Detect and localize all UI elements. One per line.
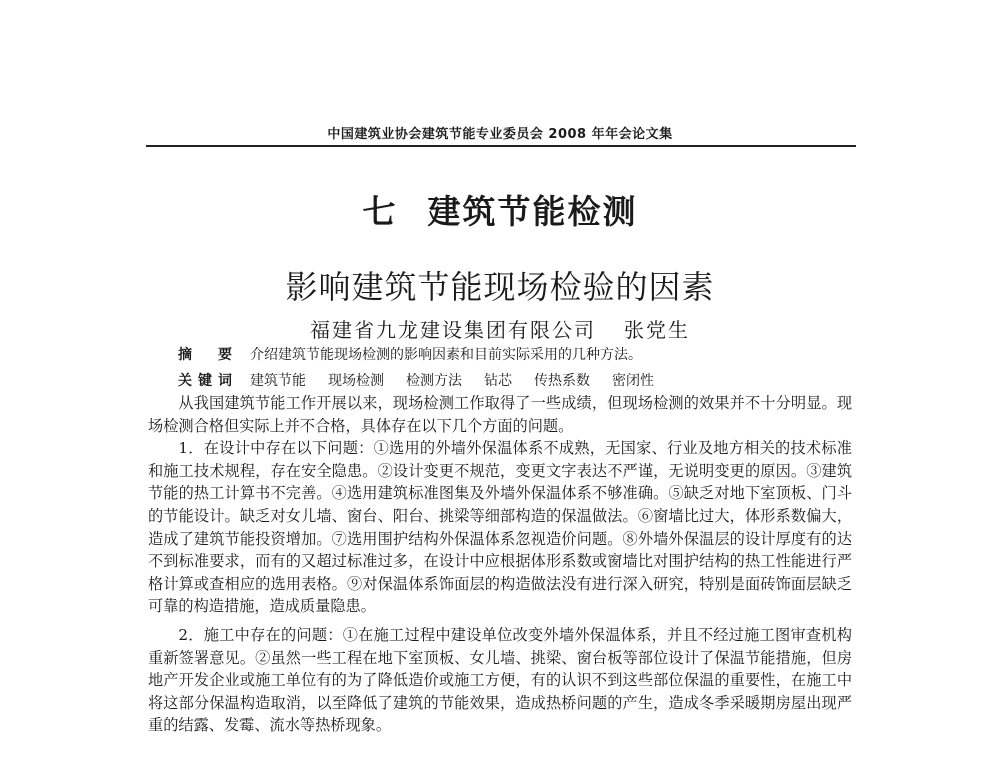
keyword: 钻芯	[484, 373, 512, 389]
keyword: 检测方法	[406, 373, 462, 389]
keyword: 建筑节能	[250, 373, 306, 389]
affiliation: 福建省九龙建设集团有限公司	[310, 318, 596, 342]
keywords-label: 关键词	[178, 373, 238, 389]
paragraph-construction-issues: 2．施工中存在的问题：①在施工过程中建设单位改变外墙外保温体系，并且不经过施工图审查机构重新签署意见。②虽然一些工程在地下室顶板、女儿墙、挑梁、窗台板等部位设计了保温节能措施，但房地产开发企业或施工单位有的为了降低造价或施工方便，有的认识不到这些部位保温的重要性，在施工中将这部分保温构造取消，以至降低了建筑的节能效果，造成热桥问题的产生，造成冬季采暖期房屋出现严重的结露、发霉、流水等热桥现象。	[148, 625, 852, 735]
running-header: 中国建筑业协会建筑节能专业委员会 2008 年年会论文集	[327, 127, 673, 142]
paragraph-intro: 从我国建筑节能工作开展以来，现场检测工作取得了一些成绩，但现场检测的效果并不十分明显。现场检测合格但实际上并不合格，具体存在以下几个方面的问题。	[148, 394, 852, 435]
header-rule	[146, 145, 856, 147]
byline	[150, 314, 850, 343]
abstract-text: 介绍建筑节能现场检测的影响因素和目前实际采用的几种方法。	[250, 347, 642, 363]
author: 张党生	[624, 318, 690, 342]
abstract-label: 摘 要	[178, 347, 238, 363]
section-title	[150, 186, 850, 233]
paragraph-design-issues: 1．在设计中存在以下问题：①选用的外墙外保温体系不成熟，无国家、行业及地方相关的技术标准和施工技术规程，存在安全隐患。②设计变更不规范，变更文字表达不严谨，无说明变更的原因。③建筑节能的热工计算书不完善。④选用建筑标准图集及外墙外保温体系不够准确。⑤缺乏对地下室顶板、门斗的节能设计。缺乏对女儿墙、窗台、阳台、挑梁等细部构造的保温做法。⑥窗墙比过大，体形系数偏大，造成了建筑节能投资增加。⑦选用围护结构外保温体系忽视造价问题。⑧外墙外保温层的设计厚度有的达不到标准要求，而有的又超过标准过多，在设计中应根据体形系数或窗墙比对围护结构的热工性能进行严格计算或查相应的选用表格。⑨对保温体系饰面层的构造做法没有进行深入研究，特别是面砖饰面层缺乏可靠的构造措施，造成质量隐患。	[148, 439, 852, 616]
keyword: 现场检测	[328, 373, 384, 389]
body-text	[148, 392, 852, 737]
section-number: 七	[362, 192, 398, 231]
keyword: 传热系数	[534, 373, 590, 389]
keyword: 密闭性	[612, 373, 654, 389]
section-name: 建筑节能检测	[427, 192, 638, 231]
article-title: 影响建筑节能现场检验的因素	[285, 268, 715, 306]
abstract	[178, 344, 858, 364]
keywords	[178, 370, 858, 390]
